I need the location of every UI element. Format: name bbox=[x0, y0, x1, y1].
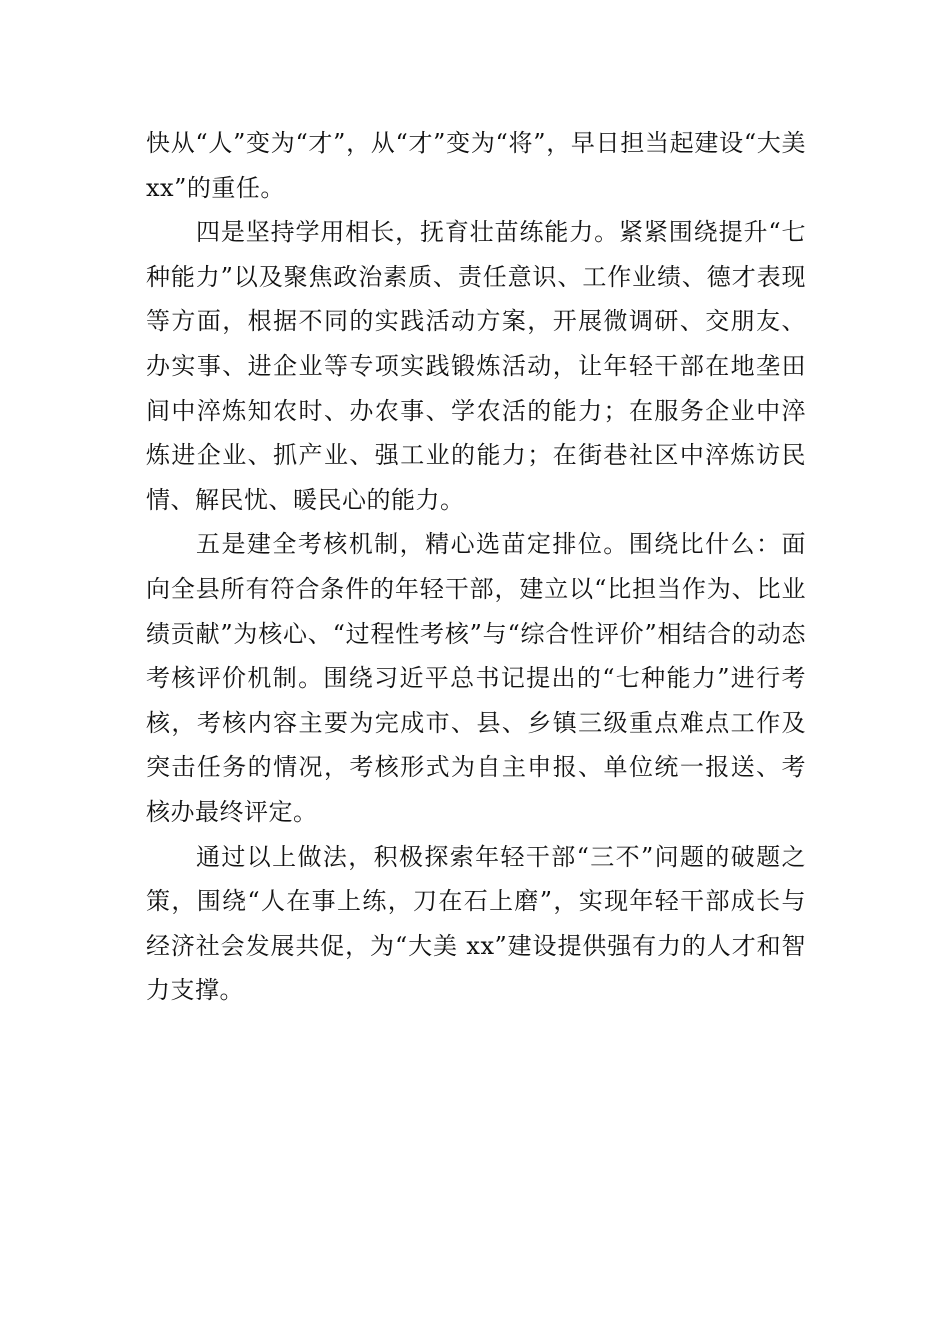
paragraph-five: 五是建全考核机制，精心选苗定排位。围绕比什么：面向全县所有符合条件的年轻干部，建立以“比担当作为、比业绩贡献”为核心、“过程性考核”与“综合性评价”相结合的动态考核评价机制。围绕习近平总书记提出的“七种能力”进行考核，考核内容主要为完成市、县、乡镇三级重点难点工作及突击任务的情况，考核形式为自主申报、单位统一报送、考核办最终评定。 bbox=[146, 530, 806, 826]
document-body bbox=[146, 121, 806, 1013]
paragraph-conclusion: 通过以上做法，积极探索年轻干部“三不”问题的破题之策，围绕“人在事上练，刀在石上磨”，实现年轻干部成长与经济社会发展共促，为“大美 xx”建设提供强有力的人才和智力支撑。 bbox=[146, 842, 806, 1005]
paragraph-continuation: 快从“人”变为“才”，从“才”变为“将”，早日担当起建设“大美 xx”的重任。 bbox=[146, 129, 806, 202]
paragraph-four: 四是坚持学用相长，抚育壮苗练能力。紧紧围绕提升“七种能力”以及聚焦政治素质、责任意识、工作业绩、德才表现等方面，根据不同的实践活动方案，开展微调研、交朋友、办实事、进企业等专项实践锻炼活动，让年轻干部在地垄田间中淬炼知农时、办农事、学农活的能力；在服务企业中淬炼进企业、抓产业、强工业的能力；在街巷社区中淬炼访民情、解民忧、暖民心的能力。 bbox=[146, 218, 806, 514]
